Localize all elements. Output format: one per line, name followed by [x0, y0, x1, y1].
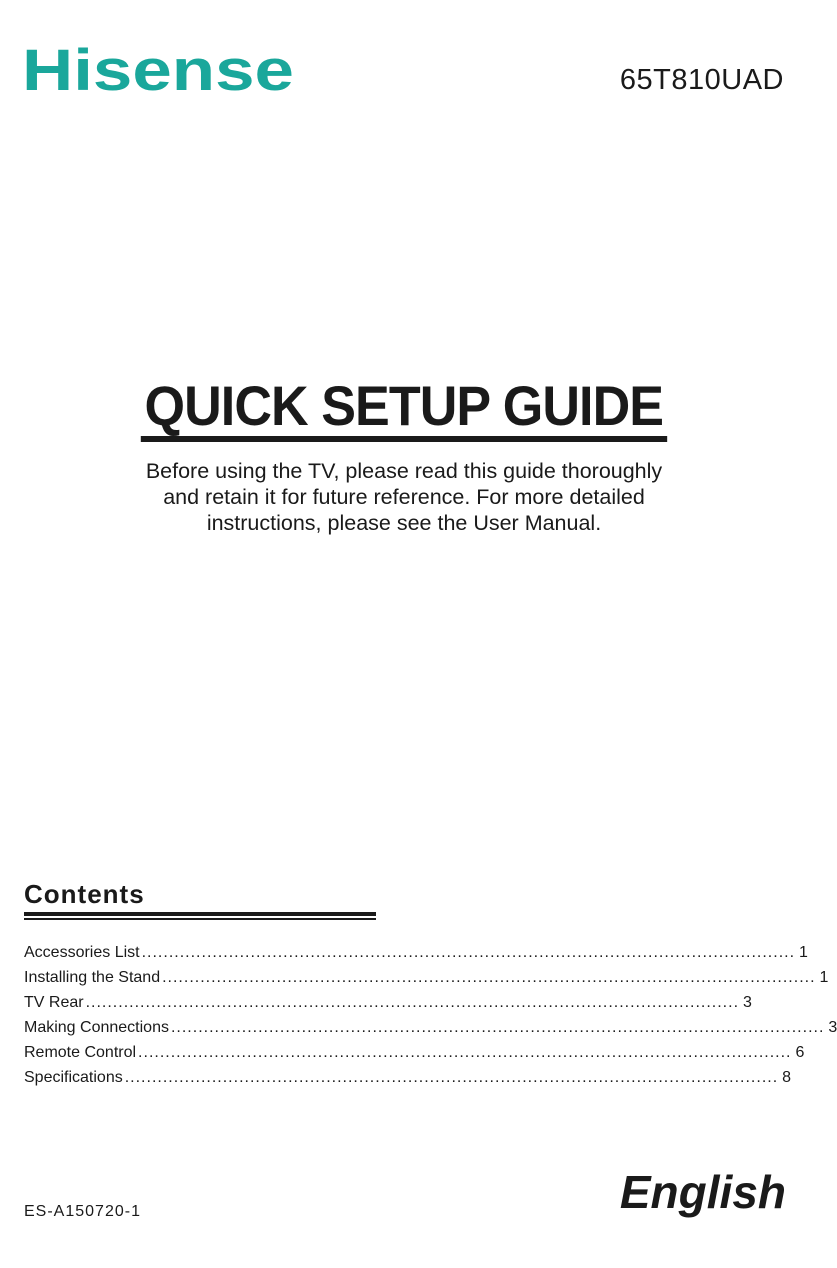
guide-block: [0, 374, 808, 536]
intro-line: instructions, please see the User Manual.: [206, 511, 602, 535]
language-label: English: [619, 1166, 786, 1218]
model-number: 65T810UAD: [619, 64, 784, 96]
toc-label: Remote Control: [24, 1044, 137, 1061]
toc-item-installing-the-stand[interactable]: [24, 965, 829, 990]
toc-label: TV Rear: [24, 994, 84, 1011]
toc-page: 1: [799, 944, 808, 961]
toc-leader: ........................................................................................................................: [124, 1069, 779, 1086]
table-of-contents: [24, 940, 837, 1090]
toc-label: Specifications: [24, 1069, 123, 1086]
toc-leader: ........................................................................................................................: [85, 994, 740, 1011]
guide-title: QUICK SETUP GUIDE: [141, 378, 667, 442]
toc-page: 8: [782, 1069, 792, 1086]
toc-page: 1: [819, 969, 829, 986]
toc-page: 3: [828, 1019, 837, 1036]
toc-leader: ........................................................................................................................: [170, 1019, 825, 1036]
svg-text:Hisense: Hisense: [22, 38, 294, 103]
toc-item-tv-rear[interactable]: [24, 990, 752, 1015]
contents-section: [24, 878, 837, 1090]
toc-item-remote-control[interactable]: [24, 1040, 805, 1065]
guide-intro: [124, 458, 684, 536]
intro-line: Before using the TV, please read this guide thoroughly: [145, 459, 663, 483]
toc-page: 3: [743, 994, 752, 1011]
toc-page: 6: [795, 1044, 805, 1061]
intro-line: and retain it for future reference. For more detailed: [163, 485, 645, 509]
hisense-logo: [22, 40, 298, 104]
toc-item-accessories-list[interactable]: [24, 940, 808, 965]
toc-label: Installing the Stand: [24, 969, 161, 986]
document-code: ES-A150720-1: [24, 1203, 141, 1220]
contents-rule: [24, 912, 376, 916]
contents-heading: Contents: [24, 879, 145, 909]
toc-leader: ........................................................................................................................: [141, 944, 796, 961]
toc-leader: ........................................................................................................................: [138, 1044, 792, 1061]
toc-leader: ........................................................................................................................: [162, 969, 816, 986]
toc-label: Making Connections: [24, 1019, 169, 1036]
toc-label: Accessories List: [24, 944, 140, 961]
toc-item-specifications[interactable]: [24, 1065, 792, 1090]
toc-item-making-connections[interactable]: [24, 1015, 837, 1040]
